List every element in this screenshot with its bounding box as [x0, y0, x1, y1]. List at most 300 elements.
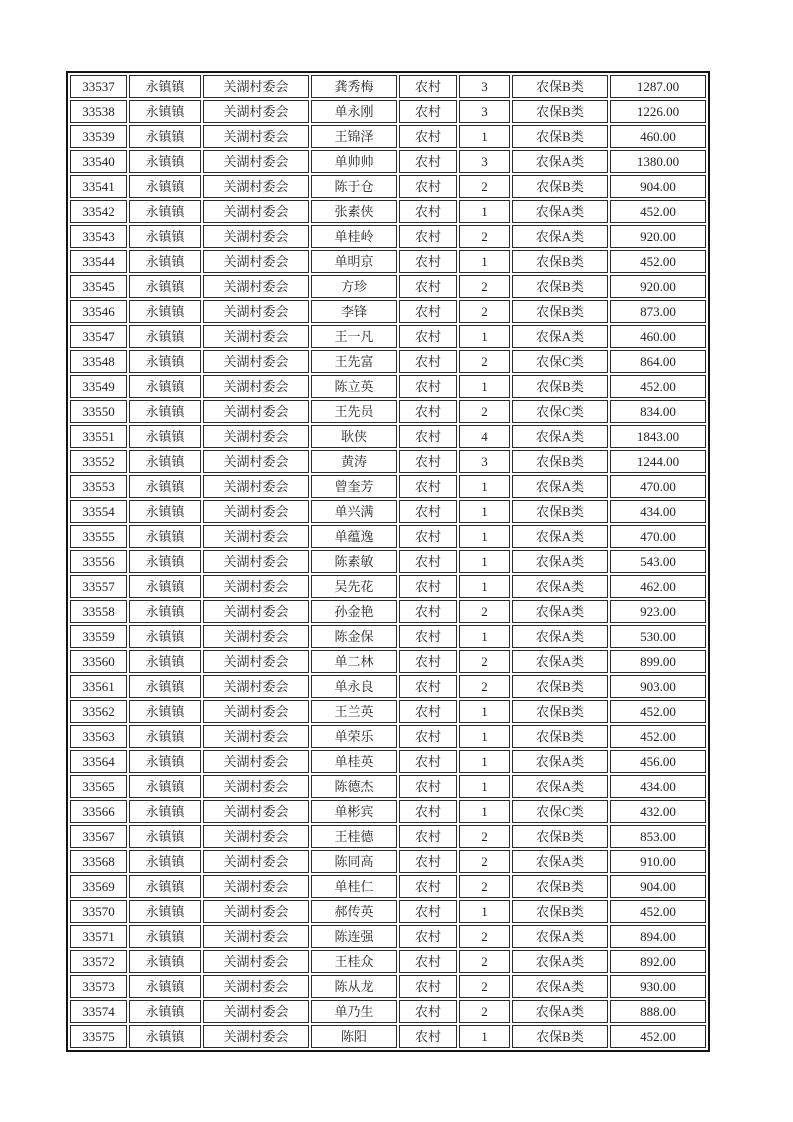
- cell-town: 永镇镇: [129, 375, 201, 398]
- cell-amount: 530.00: [610, 625, 706, 648]
- cell-village-committee: 关湖村委会: [203, 300, 309, 323]
- cell-amount: 452.00: [610, 700, 706, 723]
- table-row: [70, 475, 706, 498]
- cell-village-committee: 关湖村委会: [203, 750, 309, 773]
- cell-town: 永镇镇: [129, 900, 201, 923]
- cell-insurance-type: 农保A类: [512, 425, 608, 448]
- table-row: [70, 200, 706, 223]
- cell-insurance-type: 农保A类: [512, 475, 608, 498]
- table-row: [70, 725, 706, 748]
- cell-village-committee: 关湖村委会: [203, 900, 309, 923]
- table-row: [70, 300, 706, 323]
- cell-residence-type: 农村: [399, 150, 457, 173]
- cell-town: 永镇镇: [129, 200, 201, 223]
- table-row: [70, 225, 706, 248]
- cell-person-count: 1: [459, 325, 510, 348]
- cell-town: 永镇镇: [129, 800, 201, 823]
- cell-record-id: 33559: [70, 625, 127, 648]
- cell-insurance-type: 农保B类: [512, 825, 608, 848]
- cell-village-committee: 关湖村委会: [203, 675, 309, 698]
- cell-residence-type: 农村: [399, 825, 457, 848]
- cell-insurance-type: 农保B类: [512, 75, 608, 98]
- cell-amount: 470.00: [610, 525, 706, 548]
- cell-person-count: 1: [459, 700, 510, 723]
- cell-amount: 452.00: [610, 200, 706, 223]
- cell-village-committee: 关湖村委会: [203, 925, 309, 948]
- cell-insurance-type: 农保A类: [512, 650, 608, 673]
- cell-insurance-type: 农保B类: [512, 175, 608, 198]
- cell-town: 永镇镇: [129, 300, 201, 323]
- cell-village-committee: 关湖村委会: [203, 150, 309, 173]
- cell-person-count: 2: [459, 975, 510, 998]
- cell-person-count: 2: [459, 600, 510, 623]
- cell-residence-type: 农村: [399, 750, 457, 773]
- cell-village-committee: 关湖村委会: [203, 400, 309, 423]
- cell-amount: 543.00: [610, 550, 706, 573]
- cell-insurance-type: 农保A类: [512, 150, 608, 173]
- cell-insurance-type: 农保B类: [512, 100, 608, 123]
- cell-amount: 920.00: [610, 225, 706, 248]
- cell-town: 永镇镇: [129, 325, 201, 348]
- cell-insurance-type: 农保A类: [512, 750, 608, 773]
- cell-town: 永镇镇: [129, 725, 201, 748]
- cell-person-name: 单二林: [311, 650, 397, 673]
- cell-residence-type: 农村: [399, 1000, 457, 1023]
- cell-person-name: 王桂众: [311, 950, 397, 973]
- cell-amount: 892.00: [610, 950, 706, 973]
- cell-record-id: 33564: [70, 750, 127, 773]
- cell-record-id: 33558: [70, 600, 127, 623]
- cell-insurance-type: 农保A类: [512, 950, 608, 973]
- cell-village-committee: 关湖村委会: [203, 125, 309, 148]
- table-row: [70, 1000, 706, 1023]
- cell-insurance-type: 农保A类: [512, 525, 608, 548]
- cell-record-id: 33563: [70, 725, 127, 748]
- cell-insurance-type: 农保A类: [512, 775, 608, 798]
- cell-record-id: 33550: [70, 400, 127, 423]
- cell-person-count: 2: [459, 825, 510, 848]
- cell-person-count: 2: [459, 300, 510, 323]
- cell-person-count: 2: [459, 1000, 510, 1023]
- cell-residence-type: 农村: [399, 275, 457, 298]
- cell-village-committee: 关湖村委会: [203, 950, 309, 973]
- table-row: [70, 425, 706, 448]
- cell-residence-type: 农村: [399, 650, 457, 673]
- cell-person-name: 单彬宾: [311, 800, 397, 823]
- cell-village-committee: 关湖村委会: [203, 275, 309, 298]
- cell-residence-type: 农村: [399, 725, 457, 748]
- cell-person-count: 2: [459, 400, 510, 423]
- table-row: [70, 750, 706, 773]
- cell-person-name: 陈素敏: [311, 550, 397, 573]
- cell-town: 永镇镇: [129, 550, 201, 573]
- cell-person-count: 1: [459, 525, 510, 548]
- cell-person-count: 2: [459, 650, 510, 673]
- cell-insurance-type: 农保A类: [512, 625, 608, 648]
- table-row: [70, 650, 706, 673]
- cell-record-id: 33545: [70, 275, 127, 298]
- cell-person-name: 王先员: [311, 400, 397, 423]
- cell-person-name: 方珍: [311, 275, 397, 298]
- cell-person-count: 1: [459, 475, 510, 498]
- cell-person-count: 2: [459, 675, 510, 698]
- cell-village-committee: 关湖村委会: [203, 625, 309, 648]
- cell-insurance-type: 农保B类: [512, 450, 608, 473]
- cell-village-committee: 关湖村委会: [203, 425, 309, 448]
- cell-amount: 1244.00: [610, 450, 706, 473]
- cell-residence-type: 农村: [399, 875, 457, 898]
- cell-residence-type: 农村: [399, 125, 457, 148]
- cell-record-id: 33551: [70, 425, 127, 448]
- cell-record-id: 33573: [70, 975, 127, 998]
- cell-amount: 904.00: [610, 175, 706, 198]
- cell-town: 永镇镇: [129, 150, 201, 173]
- cell-person-name: 单桂岭: [311, 225, 397, 248]
- cell-record-id: 33548: [70, 350, 127, 373]
- cell-insurance-type: 农保C类: [512, 350, 608, 373]
- cell-person-count: 4: [459, 425, 510, 448]
- cell-person-name: 李锋: [311, 300, 397, 323]
- cell-village-committee: 关湖村委会: [203, 800, 309, 823]
- table-row: [70, 550, 706, 573]
- cell-person-name: 王锦泽: [311, 125, 397, 148]
- cell-person-count: 1: [459, 575, 510, 598]
- cell-person-name: 单桂英: [311, 750, 397, 773]
- cell-village-committee: 关湖村委会: [203, 975, 309, 998]
- cell-town: 永镇镇: [129, 450, 201, 473]
- cell-amount: 1226.00: [610, 100, 706, 123]
- cell-amount: 462.00: [610, 575, 706, 598]
- cell-person-name: 单帅帅: [311, 150, 397, 173]
- cell-residence-type: 农村: [399, 625, 457, 648]
- cell-person-name: 单荣乐: [311, 725, 397, 748]
- cell-residence-type: 农村: [399, 225, 457, 248]
- table-row: [70, 900, 706, 923]
- cell-village-committee: 关湖村委会: [203, 175, 309, 198]
- cell-town: 永镇镇: [129, 1000, 201, 1023]
- table-row: [70, 400, 706, 423]
- cell-insurance-type: 农保A类: [512, 850, 608, 873]
- cell-record-id: 33569: [70, 875, 127, 898]
- cell-person-count: 1: [459, 1025, 510, 1048]
- cell-residence-type: 农村: [399, 325, 457, 348]
- cell-residence-type: 农村: [399, 900, 457, 923]
- cell-insurance-type: 农保C类: [512, 800, 608, 823]
- cell-town: 永镇镇: [129, 275, 201, 298]
- cell-amount: 899.00: [610, 650, 706, 673]
- cell-insurance-type: 农保A类: [512, 600, 608, 623]
- cell-residence-type: 农村: [399, 975, 457, 998]
- cell-record-id: 33547: [70, 325, 127, 348]
- table-row: [70, 925, 706, 948]
- table-body: [70, 75, 706, 1048]
- table-row: [70, 975, 706, 998]
- cell-town: 永镇镇: [129, 575, 201, 598]
- cell-residence-type: 农村: [399, 175, 457, 198]
- cell-residence-type: 农村: [399, 675, 457, 698]
- table-row: [70, 275, 706, 298]
- cell-residence-type: 农村: [399, 450, 457, 473]
- cell-residence-type: 农村: [399, 800, 457, 823]
- cell-village-committee: 关湖村委会: [203, 875, 309, 898]
- table-row: [70, 625, 706, 648]
- cell-person-count: 1: [459, 625, 510, 648]
- cell-person-name: 陈连强: [311, 925, 397, 948]
- cell-record-id: 33572: [70, 950, 127, 973]
- cell-record-id: 33561: [70, 675, 127, 698]
- cell-town: 永镇镇: [129, 925, 201, 948]
- cell-village-committee: 关湖村委会: [203, 1025, 309, 1048]
- cell-amount: 920.00: [610, 275, 706, 298]
- cell-town: 永镇镇: [129, 600, 201, 623]
- cell-person-count: 2: [459, 925, 510, 948]
- cell-person-name: 王兰英: [311, 700, 397, 723]
- cell-person-name: 陈于仓: [311, 175, 397, 198]
- cell-amount: 903.00: [610, 675, 706, 698]
- cell-insurance-type: 农保A类: [512, 325, 608, 348]
- cell-person-count: 1: [459, 250, 510, 273]
- cell-town: 永镇镇: [129, 950, 201, 973]
- cell-residence-type: 农村: [399, 925, 457, 948]
- cell-person-count: 2: [459, 875, 510, 898]
- cell-town: 永镇镇: [129, 125, 201, 148]
- cell-insurance-type: 农保B类: [512, 875, 608, 898]
- table-row: [70, 575, 706, 598]
- cell-amount: 930.00: [610, 975, 706, 998]
- cell-village-committee: 关湖村委会: [203, 1000, 309, 1023]
- cell-person-name: 吴先花: [311, 575, 397, 598]
- table-row: [70, 800, 706, 823]
- cell-amount: 432.00: [610, 800, 706, 823]
- cell-person-count: 1: [459, 200, 510, 223]
- table-row: [70, 350, 706, 373]
- cell-village-committee: 关湖村委会: [203, 200, 309, 223]
- cell-amount: 456.00: [610, 750, 706, 773]
- cell-insurance-type: 农保B类: [512, 1025, 608, 1048]
- cell-village-committee: 关湖村委会: [203, 600, 309, 623]
- cell-town: 永镇镇: [129, 500, 201, 523]
- cell-village-committee: 关湖村委会: [203, 525, 309, 548]
- cell-person-name: 曾奎芳: [311, 475, 397, 498]
- cell-village-committee: 关湖村委会: [203, 225, 309, 248]
- cell-town: 永镇镇: [129, 775, 201, 798]
- cell-residence-type: 农村: [399, 350, 457, 373]
- table-row: [70, 525, 706, 548]
- table-row: [70, 75, 706, 98]
- cell-person-count: 1: [459, 375, 510, 398]
- cell-amount: 452.00: [610, 375, 706, 398]
- cell-residence-type: 农村: [399, 75, 457, 98]
- cell-amount: 460.00: [610, 125, 706, 148]
- cell-residence-type: 农村: [399, 850, 457, 873]
- cell-person-name: 黄涛: [311, 450, 397, 473]
- cell-person-name: 陈同高: [311, 850, 397, 873]
- cell-insurance-type: 农保B类: [512, 700, 608, 723]
- cell-person-count: 2: [459, 275, 510, 298]
- cell-amount: 460.00: [610, 325, 706, 348]
- cell-residence-type: 农村: [399, 950, 457, 973]
- cell-insurance-type: 农保A类: [512, 225, 608, 248]
- cell-person-name: 陈从龙: [311, 975, 397, 998]
- cell-amount: 1287.00: [610, 75, 706, 98]
- cell-residence-type: 农村: [399, 400, 457, 423]
- cell-town: 永镇镇: [129, 650, 201, 673]
- cell-village-committee: 关湖村委会: [203, 375, 309, 398]
- table-row: [70, 175, 706, 198]
- cell-village-committee: 关湖村委会: [203, 500, 309, 523]
- cell-person-name: 陈立英: [311, 375, 397, 398]
- cell-town: 永镇镇: [129, 250, 201, 273]
- cell-village-committee: 关湖村委会: [203, 550, 309, 573]
- cell-person-count: 1: [459, 750, 510, 773]
- table-row: [70, 150, 706, 173]
- cell-residence-type: 农村: [399, 200, 457, 223]
- cell-insurance-type: 农保A类: [512, 925, 608, 948]
- cell-amount: 452.00: [610, 250, 706, 273]
- cell-village-committee: 关湖村委会: [203, 850, 309, 873]
- cell-town: 永镇镇: [129, 475, 201, 498]
- cell-village-committee: 关湖村委会: [203, 825, 309, 848]
- cell-residence-type: 农村: [399, 775, 457, 798]
- cell-town: 永镇镇: [129, 675, 201, 698]
- table-row: [70, 600, 706, 623]
- cell-record-id: 33544: [70, 250, 127, 273]
- cell-record-id: 33542: [70, 200, 127, 223]
- cell-town: 永镇镇: [129, 1025, 201, 1048]
- cell-insurance-type: 农保A类: [512, 975, 608, 998]
- cell-residence-type: 农村: [399, 475, 457, 498]
- cell-amount: 452.00: [610, 1025, 706, 1048]
- cell-record-id: 33549: [70, 375, 127, 398]
- cell-insurance-type: 农保B类: [512, 725, 608, 748]
- cell-person-name: 张素侠: [311, 200, 397, 223]
- cell-insurance-type: 农保B类: [512, 500, 608, 523]
- cell-town: 永镇镇: [129, 850, 201, 873]
- cell-amount: 904.00: [610, 875, 706, 898]
- table-row: [70, 375, 706, 398]
- table-row: [70, 675, 706, 698]
- cell-town: 永镇镇: [129, 225, 201, 248]
- cell-person-name: 孙金艳: [311, 600, 397, 623]
- cell-amount: 873.00: [610, 300, 706, 323]
- table-row: [70, 825, 706, 848]
- cell-village-committee: 关湖村委会: [203, 575, 309, 598]
- cell-amount: 853.00: [610, 825, 706, 848]
- cell-village-committee: 关湖村委会: [203, 650, 309, 673]
- cell-amount: 834.00: [610, 400, 706, 423]
- cell-insurance-type: 农保A类: [512, 575, 608, 598]
- cell-amount: 1843.00: [610, 425, 706, 448]
- cell-person-count: 2: [459, 350, 510, 373]
- cell-amount: 923.00: [610, 600, 706, 623]
- cell-insurance-type: 农保B类: [512, 300, 608, 323]
- cell-insurance-type: 农保B类: [512, 900, 608, 923]
- cell-record-id: 33556: [70, 550, 127, 573]
- cell-town: 永镇镇: [129, 875, 201, 898]
- cell-town: 永镇镇: [129, 825, 201, 848]
- cell-record-id: 33568: [70, 850, 127, 873]
- cell-person-name: 龚秀梅: [311, 75, 397, 98]
- cell-residence-type: 农村: [399, 575, 457, 598]
- cell-village-committee: 关湖村委会: [203, 100, 309, 123]
- table-row: [70, 250, 706, 273]
- table-row: [70, 1025, 706, 1048]
- cell-insurance-type: 农保B类: [512, 675, 608, 698]
- cell-record-id: 33574: [70, 1000, 127, 1023]
- cell-person-name: 陈阳: [311, 1025, 397, 1048]
- cell-village-committee: 关湖村委会: [203, 325, 309, 348]
- cell-record-id: 33543: [70, 225, 127, 248]
- cell-insurance-type: 农保A类: [512, 550, 608, 573]
- cell-town: 永镇镇: [129, 75, 201, 98]
- cell-person-name: 单乃生: [311, 1000, 397, 1023]
- cell-town: 永镇镇: [129, 400, 201, 423]
- cell-record-id: 33538: [70, 100, 127, 123]
- cell-record-id: 33570: [70, 900, 127, 923]
- cell-town: 永镇镇: [129, 700, 201, 723]
- cell-person-count: 1: [459, 125, 510, 148]
- cell-village-committee: 关湖村委会: [203, 475, 309, 498]
- cell-amount: 470.00: [610, 475, 706, 498]
- cell-person-name: 耿侠: [311, 425, 397, 448]
- cell-person-name: 单明京: [311, 250, 397, 273]
- cell-village-committee: 关湖村委会: [203, 700, 309, 723]
- cell-insurance-type: 农保B类: [512, 125, 608, 148]
- cell-amount: 452.00: [610, 725, 706, 748]
- cell-residence-type: 农村: [399, 300, 457, 323]
- cell-record-id: 33560: [70, 650, 127, 673]
- cell-person-name: 王桂德: [311, 825, 397, 848]
- table-row: [70, 125, 706, 148]
- cell-record-id: 33552: [70, 450, 127, 473]
- cell-amount: 434.00: [610, 500, 706, 523]
- cell-village-committee: 关湖村委会: [203, 75, 309, 98]
- cell-person-count: 3: [459, 450, 510, 473]
- cell-amount: 864.00: [610, 350, 706, 373]
- cell-residence-type: 农村: [399, 425, 457, 448]
- table-row: [70, 325, 706, 348]
- cell-person-name: 王一凡: [311, 325, 397, 348]
- cell-person-name: 郝传英: [311, 900, 397, 923]
- table-row: [70, 100, 706, 123]
- cell-person-count: 3: [459, 150, 510, 173]
- cell-person-count: 3: [459, 75, 510, 98]
- cell-person-count: 2: [459, 950, 510, 973]
- cell-amount: 894.00: [610, 925, 706, 948]
- cell-insurance-type: 农保B类: [512, 375, 608, 398]
- data-table: [66, 71, 710, 1052]
- cell-amount: 452.00: [610, 900, 706, 923]
- cell-town: 永镇镇: [129, 175, 201, 198]
- cell-residence-type: 农村: [399, 500, 457, 523]
- cell-village-committee: 关湖村委会: [203, 250, 309, 273]
- cell-record-id: 33554: [70, 500, 127, 523]
- cell-town: 永镇镇: [129, 100, 201, 123]
- cell-town: 永镇镇: [129, 625, 201, 648]
- cell-person-count: 2: [459, 175, 510, 198]
- table-row: [70, 775, 706, 798]
- cell-person-name: 单永良: [311, 675, 397, 698]
- table-row: [70, 850, 706, 873]
- cell-town: 永镇镇: [129, 750, 201, 773]
- table-row: [70, 500, 706, 523]
- cell-residence-type: 农村: [399, 600, 457, 623]
- cell-record-id: 33540: [70, 150, 127, 173]
- cell-person-name: 单永刚: [311, 100, 397, 123]
- cell-record-id: 33555: [70, 525, 127, 548]
- cell-amount: 888.00: [610, 1000, 706, 1023]
- cell-insurance-type: 农保A类: [512, 1000, 608, 1023]
